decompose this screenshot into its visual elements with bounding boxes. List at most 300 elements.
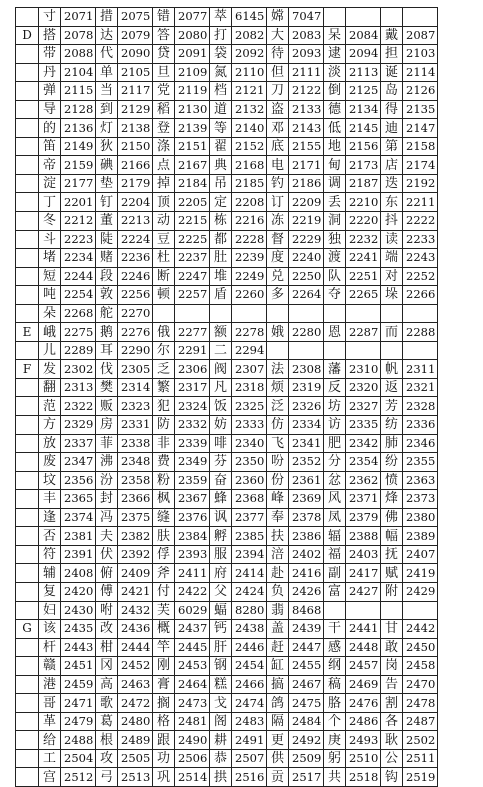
code-cell: 2130 — [175, 100, 210, 119]
character-cell: 单 — [96, 63, 118, 82]
section-letter — [16, 137, 39, 156]
code-cell: 2436 — [118, 620, 153, 639]
character-cell: 钙 — [210, 620, 232, 639]
character-cell: 父 — [210, 582, 232, 601]
character-cell: 赌 — [96, 249, 118, 268]
code-cell: 2373 — [403, 490, 438, 509]
code-cell: 2233 — [403, 230, 438, 249]
section-letter — [16, 490, 39, 509]
character-cell — [381, 601, 403, 620]
code-cell: 2393 — [175, 545, 210, 564]
section-letter — [16, 156, 39, 175]
character-cell: 富 — [324, 582, 346, 601]
character-cell: 赶 — [267, 638, 289, 657]
code-cell: 2487 — [403, 712, 438, 731]
code-cell: 2326 — [289, 397, 324, 416]
character-cell: 钩 — [381, 768, 403, 787]
code-cell: 2277 — [175, 323, 210, 342]
code-cell: 2338 — [118, 434, 153, 453]
character-cell: 分 — [324, 453, 346, 472]
character-cell: 鸽 — [267, 694, 289, 713]
character-cell: 伏 — [96, 545, 118, 564]
character-cell: 伐 — [96, 360, 118, 379]
code-cell: 2216 — [232, 212, 267, 231]
code-cell: 2236 — [118, 249, 153, 268]
character-cell: 尔 — [153, 341, 175, 360]
code-cell: 2510 — [346, 749, 381, 768]
code-cell: 2211 — [403, 193, 438, 212]
character-cell: 得 — [381, 100, 403, 119]
code-cell: 2358 — [118, 471, 153, 490]
character-cell: 碘 — [96, 156, 118, 175]
code-cell: 8468 — [289, 601, 324, 620]
character-cell: 地 — [324, 137, 346, 156]
code-cell: 2265 — [346, 286, 381, 305]
code-cell: 2454 — [232, 657, 267, 676]
section-letter — [16, 582, 39, 601]
code-cell: 2078 — [61, 26, 96, 45]
character-cell: 供 — [267, 749, 289, 768]
code-cell: 2360 — [232, 471, 267, 490]
code-cell: 6029 — [175, 601, 210, 620]
code-cell: 2310 — [346, 360, 381, 379]
code-cell: 2136 — [61, 119, 96, 138]
code-cell: 2167 — [175, 156, 210, 175]
character-cell: 高 — [96, 675, 118, 694]
code-cell: 2205 — [175, 193, 210, 212]
character-cell: 淡 — [324, 63, 346, 82]
character-cell — [381, 8, 403, 27]
character-cell: 底 — [267, 137, 289, 156]
character-cell: 歌 — [96, 694, 118, 713]
character-cell — [324, 8, 346, 27]
code-cell: 2391 — [61, 545, 96, 564]
character-cell: 夺 — [324, 286, 346, 305]
code-cell — [403, 341, 438, 360]
character-cell: 防 — [153, 416, 175, 435]
character-cell: 赣 — [39, 657, 61, 676]
character-cell: 答 — [153, 26, 175, 45]
character-cell: 该 — [39, 620, 61, 639]
character-cell: 攻 — [96, 749, 118, 768]
section-letter — [16, 249, 39, 268]
table-row — [16, 712, 438, 731]
code-cell: 2084 — [346, 26, 381, 45]
code-cell: 2509 — [289, 749, 324, 768]
character-cell: 待 — [267, 45, 289, 64]
character-cell: 蝠 — [210, 601, 232, 620]
character-cell: 朵 — [39, 304, 61, 323]
character-cell: 点 — [153, 156, 175, 175]
table-row — [16, 434, 438, 453]
code-cell: 2438 — [232, 620, 267, 639]
code-cell: 2208 — [232, 193, 267, 212]
character-cell: 法 — [267, 360, 289, 379]
character-cell: 甸 — [324, 156, 346, 175]
character-cell: 愤 — [381, 471, 403, 490]
code-cell — [346, 601, 381, 620]
character-cell: 氮 — [210, 63, 232, 82]
section-letter — [16, 657, 39, 676]
code-cell: 2481 — [175, 712, 210, 731]
code-cell: 2306 — [175, 360, 210, 379]
code-cell: 2444 — [118, 638, 153, 657]
character-cell: 迭 — [381, 174, 403, 193]
code-cell: 2486 — [346, 712, 381, 731]
table-row — [16, 249, 438, 268]
code-cell: 2324 — [175, 397, 210, 416]
code-cell: 2125 — [346, 82, 381, 101]
code-cell: 2249 — [232, 267, 267, 286]
code-cell: 2155 — [289, 137, 324, 156]
code-cell: 2220 — [346, 212, 381, 231]
character-cell — [153, 304, 175, 323]
table-row — [16, 453, 438, 472]
code-cell: 2210 — [346, 193, 381, 212]
character-cell: 缝 — [153, 508, 175, 527]
character-cell: 庚 — [324, 731, 346, 750]
character-cell: 冻 — [267, 212, 289, 231]
character-cell: 等 — [210, 119, 232, 138]
character-cell: 刚 — [153, 657, 175, 676]
code-cell: 2349 — [175, 453, 210, 472]
character-cell: 多 — [267, 286, 289, 305]
character-cell: 返 — [381, 378, 403, 397]
code-cell: 2519 — [403, 768, 438, 787]
table-row — [16, 471, 438, 490]
section-letter — [16, 508, 39, 527]
code-cell — [346, 341, 381, 360]
table-row — [16, 193, 438, 212]
code-cell: 2429 — [403, 582, 438, 601]
character-cell: 肤 — [153, 527, 175, 546]
code-cell: 2140 — [232, 119, 267, 138]
code-cell: 2305 — [118, 360, 153, 379]
character-cell: 刀 — [267, 82, 289, 101]
character-cell: 队 — [324, 267, 346, 286]
character-cell: 更 — [267, 731, 289, 750]
code-cell: 2185 — [232, 174, 267, 193]
character-cell: 符 — [39, 545, 61, 564]
code-cell: 2294 — [232, 341, 267, 360]
character-cell: 戈 — [210, 694, 232, 713]
code-cell: 2103 — [403, 45, 438, 64]
character-cell: 赴 — [267, 564, 289, 583]
code-cell: 2341 — [289, 434, 324, 453]
character-cell: 房 — [96, 416, 118, 435]
code-cell: 2356 — [61, 471, 96, 490]
code-cell: 2147 — [403, 119, 438, 138]
table-row — [16, 26, 438, 45]
code-cell: 2260 — [232, 286, 267, 305]
character-cell: 夫 — [96, 527, 118, 546]
character-cell: 肚 — [210, 249, 232, 268]
code-cell: 2409 — [118, 564, 153, 583]
character-cell — [324, 341, 346, 360]
character-cell: 贩 — [96, 397, 118, 416]
code-cell: 2149 — [61, 137, 96, 156]
character-cell: 范 — [39, 397, 61, 416]
section-letter — [16, 749, 39, 768]
table-row — [16, 63, 438, 82]
character-cell: 笛 — [39, 137, 61, 156]
character-cell: 甘 — [381, 620, 403, 639]
section-letter — [16, 378, 39, 397]
code-cell: 2079 — [118, 26, 153, 45]
character-cell: 方 — [39, 416, 61, 435]
code-cell: 2275 — [61, 323, 96, 342]
code-cell: 2369 — [289, 490, 324, 509]
table-row — [16, 620, 438, 639]
character-cell: 巩 — [153, 768, 175, 787]
character-cell: 柑 — [96, 638, 118, 657]
code-cell: 2082 — [232, 26, 267, 45]
character-cell: 告 — [381, 675, 403, 694]
code-cell: 2479 — [61, 712, 96, 731]
character-cell: 二 — [210, 341, 232, 360]
character-cell: 大 — [267, 26, 289, 45]
code-cell: 2228 — [232, 230, 267, 249]
character-cell: 动 — [153, 212, 175, 231]
table-row — [16, 638, 438, 657]
character-cell: 改 — [96, 620, 118, 639]
character-cell: 吨 — [39, 286, 61, 305]
code-cell: 2278 — [232, 323, 267, 342]
code-cell: 2414 — [232, 564, 267, 583]
code-cell: 2443 — [61, 638, 96, 657]
section-letter — [16, 267, 39, 286]
code-cell: 2379 — [346, 508, 381, 527]
code-cell: 2239 — [232, 249, 267, 268]
character-cell: 打 — [210, 26, 232, 45]
code-cell: 7047 — [289, 8, 324, 27]
code-cell: 2514 — [175, 768, 210, 787]
character-cell: 对 — [381, 267, 403, 286]
code-cell: 2139 — [175, 119, 210, 138]
table-row — [16, 601, 438, 620]
code-cell: 2348 — [118, 453, 153, 472]
code-cell: 6145 — [232, 8, 267, 27]
code-cell: 2077 — [175, 8, 210, 27]
section-letter — [16, 230, 39, 249]
character-cell: 隔 — [267, 712, 289, 731]
character-cell: 冯 — [96, 508, 118, 527]
code-cell: 2327 — [346, 397, 381, 416]
character-cell: 辐 — [324, 527, 346, 546]
code-cell: 2337 — [61, 434, 96, 453]
code-cell: 2080 — [175, 26, 210, 45]
code-cell: 2377 — [232, 508, 267, 527]
character-cell: 忿 — [324, 471, 346, 490]
section-letter: E — [16, 323, 39, 342]
code-cell: 2506 — [175, 749, 210, 768]
code-cell: 2333 — [232, 416, 267, 435]
character-cell: 非 — [153, 434, 175, 453]
character-cell: 掉 — [153, 174, 175, 193]
character-cell: 寸 — [39, 8, 61, 27]
character-cell: 洞 — [324, 212, 346, 231]
character-cell: 兑 — [267, 267, 289, 286]
character-cell: 电 — [267, 156, 289, 175]
code-cell: 2173 — [346, 156, 381, 175]
code-cell: 2308 — [289, 360, 324, 379]
character-cell: 否 — [39, 527, 61, 546]
code-cell: 2117 — [118, 82, 153, 101]
code-cell: 2347 — [61, 453, 96, 472]
character-cell: 涪 — [267, 545, 289, 564]
code-cell: 2171 — [289, 156, 324, 175]
code-cell: 2168 — [232, 156, 267, 175]
code-cell: 2237 — [175, 249, 210, 268]
code-cell: 2474 — [232, 694, 267, 713]
character-cell: 督 — [267, 230, 289, 249]
code-cell: 2110 — [232, 63, 267, 82]
code-cell: 2446 — [232, 638, 267, 657]
code-cell: 2427 — [346, 582, 381, 601]
code-cell: 2354 — [346, 453, 381, 472]
code-cell: 2352 — [289, 453, 324, 472]
character-cell: 岛 — [381, 82, 403, 101]
code-cell: 2331 — [118, 416, 153, 435]
code-cell: 2376 — [175, 508, 210, 527]
code-cell: 2229 — [289, 230, 324, 249]
table-row — [16, 490, 438, 509]
character-cell: 妨 — [210, 416, 232, 435]
character-cell: 斗 — [39, 230, 61, 249]
character-cell: 格 — [153, 712, 175, 731]
table-row — [16, 137, 438, 156]
code-cell: 2417 — [346, 564, 381, 583]
code-cell: 2384 — [175, 527, 210, 546]
section-letter — [16, 638, 39, 657]
character-cell: 抖 — [381, 212, 403, 231]
code-cell: 2115 — [61, 82, 96, 101]
code-cell: 2276 — [118, 323, 153, 342]
code-cell: 2201 — [61, 193, 96, 212]
code-cell: 2088 — [61, 45, 96, 64]
character-cell — [210, 304, 232, 323]
character-cell: 诞 — [381, 63, 403, 82]
character-cell: 豆 — [153, 230, 175, 249]
code-cell: 2419 — [403, 564, 438, 583]
code-cell — [289, 341, 324, 360]
table-row — [16, 749, 438, 768]
character-cell: 淀 — [39, 174, 61, 193]
code-cell: 2466 — [232, 675, 267, 694]
code-cell: 2421 — [118, 582, 153, 601]
table-row — [16, 286, 438, 305]
character-cell: 糕 — [210, 675, 232, 694]
character-cell: 个 — [324, 712, 346, 731]
section-letter — [16, 768, 39, 787]
code-cell — [403, 304, 438, 323]
table-row — [16, 694, 438, 713]
code-cell: 2321 — [403, 378, 438, 397]
code-cell: 2381 — [61, 527, 96, 546]
code-cell: 2459 — [61, 675, 96, 694]
character-cell: 断 — [153, 267, 175, 286]
character-cell: 纷 — [381, 453, 403, 472]
code-cell: 2222 — [403, 212, 438, 231]
code-cell: 2408 — [61, 564, 96, 583]
character-cell: 咐 — [96, 601, 118, 620]
character-cell: 额 — [210, 323, 232, 342]
character-cell: 港 — [39, 675, 61, 694]
code-cell: 2365 — [61, 490, 96, 509]
table-row — [16, 657, 438, 676]
character-cell: 共 — [324, 768, 346, 787]
character-code-table — [15, 7, 438, 787]
character-cell: 膏 — [153, 675, 175, 694]
code-cell: 2244 — [61, 267, 96, 286]
code-cell: 2463 — [118, 675, 153, 694]
character-cell: 丁 — [39, 193, 61, 212]
character-cell: 错 — [153, 8, 175, 27]
table-row — [16, 45, 438, 64]
character-cell: 调 — [324, 174, 346, 193]
code-cell: 2392 — [118, 545, 153, 564]
code-cell: 2448 — [346, 638, 381, 657]
code-cell: 2385 — [232, 527, 267, 546]
code-cell: 2492 — [289, 731, 324, 750]
table-row — [16, 527, 438, 546]
character-cell: 顶 — [153, 193, 175, 212]
character-cell: 搭 — [39, 26, 61, 45]
code-cell: 2426 — [289, 582, 324, 601]
character-cell — [324, 601, 346, 620]
code-cell: 2254 — [61, 286, 96, 305]
code-cell: 2411 — [175, 564, 210, 583]
code-cell: 2471 — [61, 694, 96, 713]
code-cell: 2346 — [403, 434, 438, 453]
character-cell: 搁 — [153, 694, 175, 713]
code-cell: 2362 — [346, 471, 381, 490]
character-cell: 盖 — [267, 620, 289, 639]
character-cell: 丰 — [39, 490, 61, 509]
character-cell: 复 — [39, 582, 61, 601]
character-cell: 废 — [39, 453, 61, 472]
code-cell: 2092 — [232, 45, 267, 64]
character-cell: 躬 — [324, 749, 346, 768]
code-cell: 2128 — [61, 100, 96, 119]
code-cell: 2246 — [118, 267, 153, 286]
section-letter — [16, 286, 39, 305]
character-cell: 烦 — [267, 378, 289, 397]
table-row — [16, 582, 438, 601]
character-cell: 阁 — [210, 712, 232, 731]
table-row — [16, 508, 438, 527]
code-cell: 2402 — [289, 545, 324, 564]
code-cell: 2133 — [289, 100, 324, 119]
code-cell: 2363 — [403, 471, 438, 490]
code-cell: 2437 — [175, 620, 210, 639]
code-cell: 2156 — [346, 137, 381, 156]
code-cell: 2091 — [175, 45, 210, 64]
character-cell: 钢 — [210, 657, 232, 676]
code-cell: 2452 — [118, 657, 153, 676]
character-cell: 带 — [39, 45, 61, 64]
character-cell: 的 — [39, 119, 61, 138]
table-row — [16, 378, 438, 397]
character-cell: 啡 — [210, 434, 232, 453]
code-cell: 2378 — [289, 508, 324, 527]
code-cell — [175, 304, 210, 323]
character-cell: 繁 — [153, 378, 175, 397]
character-cell: 垫 — [96, 174, 118, 193]
character-cell: 讽 — [210, 508, 232, 527]
table-row — [16, 100, 438, 119]
code-cell: 2342 — [346, 434, 381, 453]
